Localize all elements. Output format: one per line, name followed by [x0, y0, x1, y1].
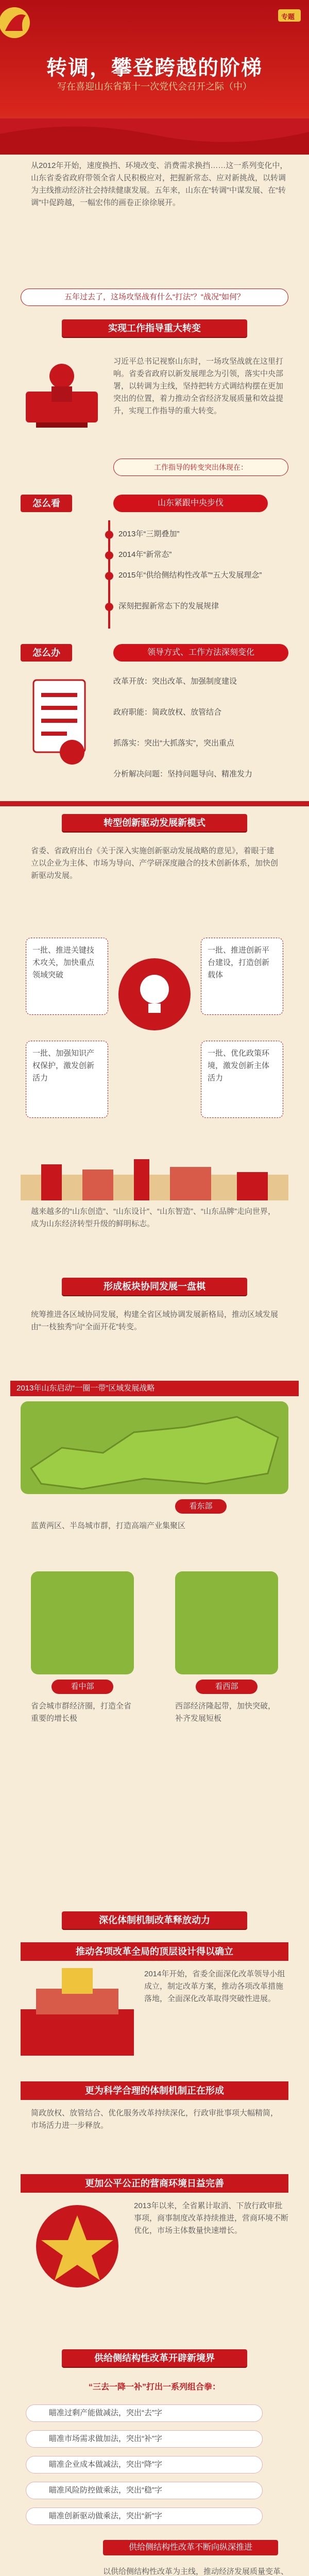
- section1-heading-how-to-do: 怎么办: [21, 644, 72, 662]
- supply-side-item: 瞄准企业成本做减法，突出“降”字: [26, 2456, 263, 2473]
- header-banner: [0, 0, 309, 155]
- western-map: [175, 1571, 278, 1674]
- header-badge: 专题: [281, 13, 295, 21]
- section2-paragraph: 省委、省政府出台《关于深入实施创新驱动发展战略的意见》，着眼于建立以企业为主体、市场为导向、产学研深度融合的技术创新体系，加快创新驱动发展。: [31, 846, 279, 880]
- leader-illustration: [21, 355, 103, 433]
- supply-side-item: 瞄准市场需求做加法，突出“补”字: [26, 2430, 263, 2448]
- star-emblem-icon: [31, 2200, 124, 2293]
- timeline-dot: [105, 603, 113, 611]
- section4-ribbon: 深化体制机制改革释放动力: [62, 1911, 247, 1929]
- timeline-dot: [105, 572, 113, 580]
- section1-ribbon: 实现工作指导重大转变: [62, 319, 247, 337]
- section-divider: [0, 801, 309, 806]
- section1-note: 工作指导的转变突出体现在：: [113, 459, 288, 476]
- tag-central: 看中部: [52, 1680, 113, 1694]
- question-bar: 五年过去了，这场攻坚战有什么“打法”？“战况”如何？: [21, 289, 288, 306]
- factory-skyline-icon: [21, 1159, 288, 1200]
- section3-east-text: 蓝黄两区、半岛城市群，打造高端产业集聚区: [31, 1521, 186, 1530]
- section4-text-3: 2013年以来，全省累计取消、下放行政审批事项，商事制度改革持续推进，营商环境不断优化，市场主体数量快速增长。: [134, 2201, 289, 2235]
- document-illustration: [26, 675, 93, 773]
- page-subtitle: 写在喜迎山东省第十一次党代会召开之际（中）: [57, 81, 252, 92]
- section4-subhead-2: 更为科学合理的体制机制正在形成: [21, 2081, 288, 2100]
- innovation-node: 一批、推进关键技术攻关，加快重点领域突破: [26, 938, 108, 1015]
- section2-bottom-text: 越来越多的“山东创造”、“山东设计”、“山东智造”、“山东品牌”走向世界，成为山东经济转型升级的鲜明标志。: [31, 1207, 276, 1228]
- innovation-node: 一批、加强知识产权保护，激发创新活力: [26, 1041, 108, 1118]
- section1-heading-how-to-see: 怎么看: [21, 495, 72, 512]
- shandong-map-outline: [21, 1401, 288, 1494]
- section1-pill-leadership-change: 领导方式、工作方法深刻变化: [113, 644, 288, 662]
- timeline-dot: [105, 551, 113, 560]
- section5-intro: “三去一降一补”打出一系列组合拳：: [88, 2383, 220, 2392]
- section4-subhead-1: 推动各项改革全局的顶层设计得以确立: [21, 1942, 288, 1961]
- section2-ribbon: 转型创新驱动发展新模式: [62, 814, 247, 832]
- section3-west-text: 西部经济隆起带，加快突破，补齐发展短板: [175, 1702, 276, 1723]
- section5-summary-label: 供给侧结构性改革不断向纵深推进: [103, 2540, 278, 2555]
- section1-pill-follow-center: 山东紧跟中央步伐: [113, 495, 268, 512]
- supply-side-item: 瞄准创新驱动做乘法，突出“新”字: [26, 2507, 263, 2525]
- timeline-item-2015: 2015年“供给侧结构性改革”“五大发展理念”: [118, 571, 262, 580]
- timeline-dot: [105, 531, 113, 539]
- page-title: 转调，攀登跨越的阶梯: [46, 57, 263, 79]
- supply-side-item: 瞄准过剩产能做减法，突出“去”字: [26, 2404, 263, 2422]
- supply-side-item: 瞄准风险防控做乘法，突出“稳”字: [26, 2482, 263, 2499]
- timeline-item-2013: 2013年“三期叠加”: [118, 530, 180, 538]
- change-item-problem-solving: 分析解决问题：坚持问题导向、精准发力: [113, 770, 253, 778]
- section3-central-text: 省会城市群经济圈，打造全省重要的增长极: [31, 1702, 132, 1723]
- section1-paragraph: 习近平总书记视察山东时，一场攻坚战就在这里打响。省委省政府以新发展理念为引领，落实中央部署，以转调为主线，坚持把转方式调结构摆在更加突出的位置，着力推动全省经济发展质量和效益提升，实现工作指导的重大转变。: [113, 357, 284, 415]
- timeline-item-new-normal: 深刻把握新常态下的发展规律: [118, 602, 219, 611]
- timeline-item-2014: 2014年“新常态”: [118, 550, 172, 559]
- change-item-implementation: 抓落实：突出“大抓落实”，突出重点: [113, 739, 234, 748]
- lightbulb-icon: [118, 958, 191, 1030]
- section3-ribbon: 形成板块协同发展一盘棋: [62, 1278, 247, 1295]
- section5-ribbon: 供给侧结构性改革开辟新境界: [62, 2349, 247, 2367]
- section3-paragraph: 统筹推进各区域协同发展，构建全省区域协调发展新格局，推动区域发展由“一枝独秀”向“全面开花”转变。: [31, 1310, 279, 1331]
- tag-east: 看东部: [175, 1499, 227, 1514]
- section5-summary: 以供给侧结构性改革为主线，推动经济发展质量变革、: [103, 2567, 289, 2576]
- central-map: [31, 1571, 134, 1674]
- section4-subhead-3: 更加公平公正的营商环境日益完善: [21, 2174, 288, 2193]
- change-item-government: 政府职能：简政放权、放管结合: [113, 708, 222, 717]
- innovation-node: 一批、优化政策环境，激发创新主体活力: [201, 1041, 283, 1118]
- map-caption: 2013年山东启动“一圈一带”区域发展战略: [10, 1381, 299, 1396]
- innovation-node: 一批、推进创新平台建设，打造创新载体: [201, 938, 283, 1015]
- factory-machine-icon: [21, 2566, 98, 2576]
- change-item-reform: 改革开放：突出改革、加强制度建设: [113, 677, 237, 686]
- assembly-hall-icon: [21, 1968, 134, 2056]
- section4-text-2: 简政放权、放管结合、优化服务改革持续深化，行政审批事项大幅精简，市场活力进一步释放。: [31, 2109, 279, 2130]
- tag-west: 看西部: [196, 1680, 258, 1694]
- intro-paragraph: 从2012年开始，速度换挡、环境改变、消费需求换挡……这一系列变化中，山东省委省政府带领全省人民积极应对，把握新常态、应对新挑战，以转调为主线推动经济社会持续健康发展。五年来，山东在“转调”中谋发展、在“转调”中促跨越，一幅宏伟的画卷正徐徐展开。: [31, 161, 288, 207]
- section4-text-1: 2014年开始，省委全面深化改革领导小组成立，制定改革方案，推动各项改革措施落地，全面深化改革取得突破性进展。: [144, 1970, 285, 2003]
